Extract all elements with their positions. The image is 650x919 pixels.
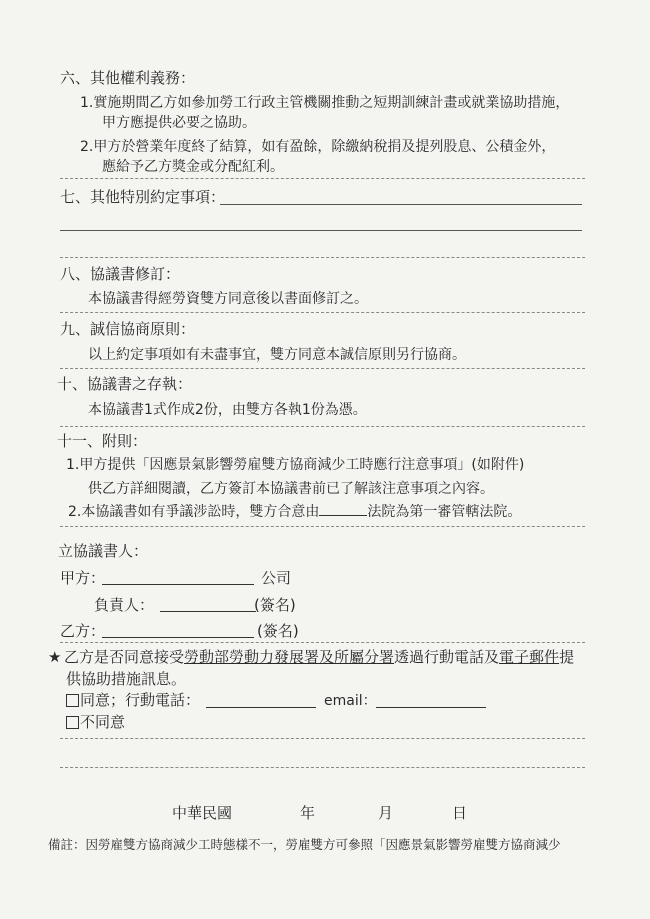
section-7-heading: 七、其他特別約定事項： [60,188,226,206]
email-field[interactable] [376,707,486,708]
section-10-body: 本協議書1式作成2份，由雙方各執1份為憑。 [88,402,367,418]
section-11-item-1-line-1: 1.甲方提供「因應景氣影響勞雇雙方協商減少工時應行注意事項」(如附件) [66,457,525,473]
consent-question-line-2: 供協助措施訊息。 [66,670,187,688]
separator-line [60,312,585,313]
party-b-signature-field[interactable] [102,637,254,638]
date-month-label: 月 [378,804,394,822]
section-11-item-2-pre: 2.本協議書如有爭議涉訟時，雙方合意由 [68,504,320,520]
party-b-label: 乙方： [60,622,106,640]
separator-line [60,257,585,258]
consent-q-pre: 乙方是否同意接受 [64,648,185,666]
special-terms-line-2 [60,230,582,231]
consent-q-end: 提 [559,648,575,666]
section-11-heading: 十一、附則： [57,432,148,450]
separator-line [60,642,585,643]
party-a-label: 甲方： [60,569,106,587]
section-9-heading: 九、誠信協商原則： [60,320,196,338]
section-6-heading: 六、其他權利義務： [60,69,196,87]
court-blank[interactable] [319,503,367,516]
consent-q-email: 電子郵件 [499,648,560,666]
separator-line [60,738,585,739]
section-6-item-1-line-1: 1.實施期間乙方如參加勞工行政主管機關推動之短期訓練計畫或就業協助措施， [80,95,570,111]
separator-line [60,767,585,768]
responsible-label: 負責人： [94,596,155,614]
party-a-sign-label: (簽名) [254,596,296,614]
party-a-company-field[interactable] [102,584,254,585]
section-9-body: 以上約定事項如有未盡事宜，雙方同意本誠信原則另行協商。 [88,347,466,363]
separator-line [60,178,585,179]
signers-heading: 立協議書人： [58,542,149,560]
email-label: email： [324,693,377,709]
section-6-item-2-line-2: 應給予乙方獎金或分配紅利。 [102,159,284,175]
special-terms-line-1 [220,204,582,205]
party-b-sign-label: (簽名) [257,622,299,640]
separator-line [60,526,585,527]
section-10-heading: 十、協議書之存執： [57,375,193,393]
separator-line [60,368,585,369]
section-8-heading: 八、協議書修訂： [60,265,181,283]
separator-line [60,426,585,427]
company-label: 公司 [261,569,292,587]
agree-checkbox[interactable] [66,694,79,707]
section-11-item-2-post: 法院為第一審管轄法院。 [367,504,522,520]
consent-question-line-1 [64,648,574,666]
responsible-signature-field[interactable] [160,611,256,612]
section-8-body: 本協議書得經勞資雙方同意後以書面修訂之。 [88,291,368,307]
section-6-item-1-line-2: 甲方應提供必要之協助。 [102,115,256,131]
section-11-item-1-line-2: 供乙方詳細閱讀，乙方簽訂本協議書前已了解該注意事項之內容。 [88,481,494,497]
agree-label: 同意；行動電話： [80,691,201,709]
consent-q-agency: 勞動部勞動力發展署及所屬分署 [184,648,395,666]
date-day-label: 日 [452,804,468,822]
section-11-item-2 [68,503,521,521]
footnote: 備註：因勞雇雙方協商減少工時態樣不一，勞雇雙方可參照「因應景氣影響勞雇雙方協商減少 [48,837,561,852]
star-icon: ★ [48,648,62,666]
disagree-label: 不同意 [80,713,126,731]
mobile-phone-field[interactable] [206,707,316,708]
date-year-label: 年 [300,804,316,822]
section-6-item-2-line-1: 2.甲方於營業年度終了結算，如有盈餘，除繳納稅捐及提列股息、公積金外， [80,139,556,155]
consent-q-mid: 透過行動電話及 [394,648,500,666]
disagree-checkbox[interactable] [66,716,79,729]
date-era: 中華民國 [172,804,233,822]
